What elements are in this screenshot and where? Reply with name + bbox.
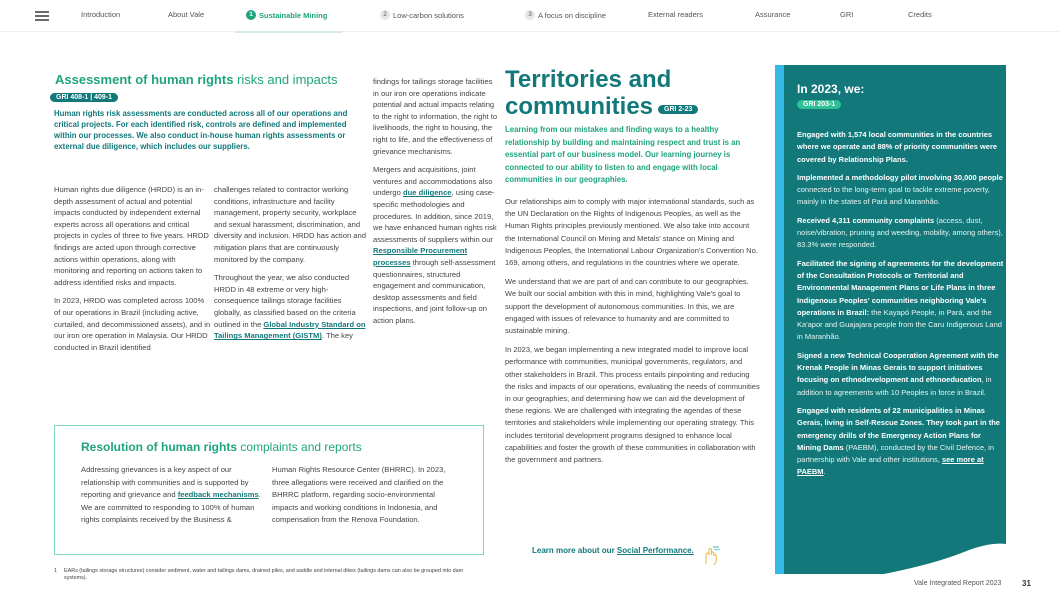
text: , using case-specific methodologies and procedures. In addition, since 2019, we have enhanced human rights risk assessments of suppliers within our — [373, 188, 497, 244]
nav-about-vale[interactable] — [168, 10, 204, 19]
nav-sustainable-mining[interactable] — [246, 10, 327, 20]
assessment-lead: Human rights risk assessments are conducted across all of our operations and critical projects. For each identified risk, controls are defined and implemented within our processes. We also conduct in-house human rights assessments or external due diligence, which includes our suppliers. — [54, 109, 348, 151]
gri-badge: GRI 203-1 — [797, 100, 841, 109]
footnote — [54, 568, 484, 582]
highlight-item — [797, 172, 1004, 209]
nav-label: GRI — [840, 10, 854, 19]
nav-number: 1 — [246, 10, 256, 20]
pointer-hand-icon — [700, 544, 720, 566]
menu-icon[interactable] — [35, 11, 49, 21]
panel-wave-decoration — [784, 534, 1006, 574]
assessment-column-3 — [373, 76, 499, 333]
text: . We are committed to responding to 100% of human rights complaints received by the Business & — [81, 490, 261, 525]
nav-label: External readers — [648, 10, 704, 19]
text: the Kayapó People, in Pará, and the Ka'apor and Guajajara people from the Caru Indigenous Land in Maranhão. — [797, 307, 1002, 342]
text: , in addition to agreements with 10 Peoples in force in Brazil. — [797, 375, 992, 397]
territories-body — [505, 196, 760, 473]
feedback-mechanisms-link[interactable]: feedback mechanisms — [177, 490, 259, 500]
panel-title: In 2023, we: — [797, 82, 865, 96]
footnote-text: EARs (tailings storage structures) consider sediment, water and tailings dams, drained piles, and saddle and internal dikes (tailings dams can also be grouped into dam systems). — [64, 568, 464, 581]
page-number: 31 — [1022, 579, 1031, 588]
text: (PAEBM), conducted by the Civil Defence, in partnership with Vale and other institutions, — [797, 442, 995, 465]
assessment-column-2 — [214, 184, 366, 349]
highlight-item — [797, 405, 1004, 479]
gistm-link[interactable]: Global Industry Standard on Tailings Management (GISTM) — [214, 319, 366, 341]
paragraph: We understand that we are part of and can contribute to our geographies. We built our social ambition with this in mind, highlighting Vale's goal to support the development of autonomous communities. In this, we are engaged with issues of relevance to humanity and are committed to sustainable mining. — [505, 277, 749, 336]
paragraph: In 2023, HRDD was completed across 100% of our operations in Brazil (including active, curtailed, and decommissioned assets), and in our iron ore operation in Malaysia. Our HRDD conducted in Brazil identified — [54, 296, 211, 352]
paragraph: challenges related to contractor working conditions, infrastructure and facility management, property security, workplace and sexual harassment, discrimination, and diversity and inclusion. HRDD has action and mitigation plans that are continuously monitored by the company. — [214, 185, 366, 264]
text: . The key — [321, 331, 353, 341]
gri-badge: GRI 2-23 — [658, 105, 698, 114]
paragraph — [373, 164, 499, 326]
text: (access, dust, noise/vibration, pruning and weeding, mobility, among others), 83.3% were responded. — [797, 215, 1003, 250]
title-bold: Resolution of human rights — [81, 440, 237, 454]
resolution-column-1 — [81, 464, 261, 527]
nav-label: Introduction — [81, 10, 121, 19]
territories-title: Territories and communities — [505, 66, 672, 120]
nav-introduction[interactable] — [81, 10, 120, 19]
due-diligence-link[interactable]: due diligence — [402, 188, 452, 198]
text: through self-assessment questionnaires, structured engagement and communication, desktop assessments and field inspections, and joint follow-up on action plans. — [373, 257, 496, 325]
nav-label: Assurance — [755, 10, 791, 19]
title-bold: Assessment of human rights — [55, 72, 234, 87]
nav-external-readers[interactable] — [648, 10, 703, 19]
territories-lead: Learning from our mistakes and finding ways to a healthy relationship by building and maintaining respect and trust is an essential part of our business model. Our learning journey is connected to our ability to listen to and engage with local communities in our geographies. — [505, 125, 741, 185]
panel-body — [797, 129, 1004, 485]
gri-badge: GRI 408-1 | 409-1 — [50, 93, 118, 102]
assessment-column-1 — [54, 184, 211, 360]
text: Implemented a methodology pilot involving 30,000 people — [797, 172, 1003, 182]
social-performance-link[interactable]: Social Performance. — [616, 546, 694, 555]
footnote-number: 1 — [54, 568, 57, 574]
text: Throughout the year, we also conducted HRDD in 48 extreme or very high-consequence tailings storage facilities globally, as classified based on the criteria outlined in the — [214, 273, 356, 329]
nav-number: 3 — [525, 10, 535, 20]
nav-focus-on-discipline[interactable] — [525, 10, 606, 20]
nav-label: About Vale — [168, 10, 205, 19]
paragraph: Human rights due diligence (HRDD) is an in-depth assessment of actual and potential impacts conducted by independent external experts across all operations and critical projects in cycles of three to five years. HRDD findings are acted upon through corrective actions within operations, along with monitoring and reporting on actions taken to address identified risks and impacts. — [54, 185, 209, 287]
panel-accent-strip — [775, 65, 784, 574]
paragraph: Our relationships aim to comply with major international standards, such as the UN Declaration on the Rights of Indigenous Peoples, as well as the Human Rights principles previously mentioned. We also take into account the International Council on Mining and Metals' stance on Mining and Indigenous Peoples, the International Labour Organization's Convention No. 169, among others, and regulations in the countries where we operate. — [505, 197, 758, 268]
resolution-title — [81, 440, 362, 454]
resolution-column-2: Human Rights Resource Center (BHRRC). In 2023, three allegations were received and clarified on the BHRRC platform, regarding socio-environmental impacts and working conditions in Indonesia, and compensation from the Renova Foundation. — [272, 465, 446, 525]
responsible-procurement-link[interactable]: Responsible Procurement processes — [373, 246, 468, 267]
text: Addressing grievances is a key aspect of our relationship with communities and is supported by reporting and grievance and — [81, 465, 249, 500]
text: Learn more about our — [532, 546, 617, 555]
nav-assurance[interactable] — [755, 10, 790, 19]
report-name: Vale Integrated Report 2023 — [914, 580, 1002, 587]
text: Engaged with 1,574 local communities in the countries where we operate and 88% of priority communities were covered by Relationship Plans. — [797, 130, 998, 164]
text: Signed a new Technical Cooperation Agreement with the Krenak People in Minas Gerais to support initiatives focusing on ethnodevelopment and ethnoeducation — [797, 350, 999, 385]
paragraph — [214, 272, 366, 342]
nav-number: 2 — [380, 10, 390, 20]
text: Received 4,311 community complaints — [797, 215, 935, 225]
top-navigation — [0, 0, 1060, 32]
title-light: complaints and reports — [237, 440, 362, 454]
highlights-panel — [784, 65, 1006, 574]
nav-credits[interactable] — [908, 10, 932, 19]
title-light: risks and impacts — [233, 72, 338, 87]
nav-label: Credits — [908, 10, 932, 19]
text: . — [823, 467, 826, 477]
assessment-title — [55, 72, 337, 87]
highlight-item — [797, 350, 1004, 399]
nav-label: A focus on discipline — [538, 10, 606, 20]
text: Engaged with residents of 22 municipalities in Minas Gerais, living in Self-Rescue Zones. They took part in the emergency drills of the Emergency Action Plans for Mining Dams — [797, 405, 1000, 452]
paebm-link[interactable]: see more at PAEBM — [797, 455, 984, 477]
text: connected to the long-term goal to tackle extreme poverty, mainly in the states of Pará and Maranhão. — [797, 185, 990, 207]
nav-label: Low-carbon solutions — [393, 10, 464, 20]
nav-gri[interactable] — [840, 10, 853, 19]
nav-low-carbon-solutions[interactable] — [380, 10, 464, 20]
highlight-item — [797, 215, 1004, 252]
text: Facilitated the signing of agreements for the development of the Consultation Protocols or Territorial and Environmental Management Plans or Life Plans in three Indigenous Peoples' communities neighboring Vale's operations in Brazil: — [797, 258, 1004, 317]
highlight-item — [797, 129, 1004, 166]
learn-more-link[interactable] — [532, 546, 694, 555]
nav-label: Sustainable Mining — [259, 10, 328, 20]
resolution-box — [54, 425, 484, 555]
active-tab-indicator — [235, 31, 342, 33]
highlight-item — [797, 258, 1004, 344]
paragraph: In 2023, we began implementing a new integrated model to improve local performance with communities, municipal governments, regulators, and other stakeholders in Brazil. This process entails pinpointing and reducing the risks and impacts of our operations, evaluating the needs of communities in our geographies, and determining how we can aid the development of these regions. We are challenged with integrating the agendas of these territories and stakeholders while implementing our operating strategy. This includes territorial development programs designed to enhance local capabilities and foster the growth of these communities in collaboration with the government and partners. — [505, 345, 760, 465]
text: Mergers and acquisitions, joint ventures and accommodations also undergo — [373, 165, 493, 198]
paragraph: findings for tailings storage facilities in our iron ore operations indicate potential and actual impacts relating to the right to information, the right to livelihoods, the right to housing, the right to life, and the effectiveness of grievance mechanisms. — [373, 77, 498, 156]
